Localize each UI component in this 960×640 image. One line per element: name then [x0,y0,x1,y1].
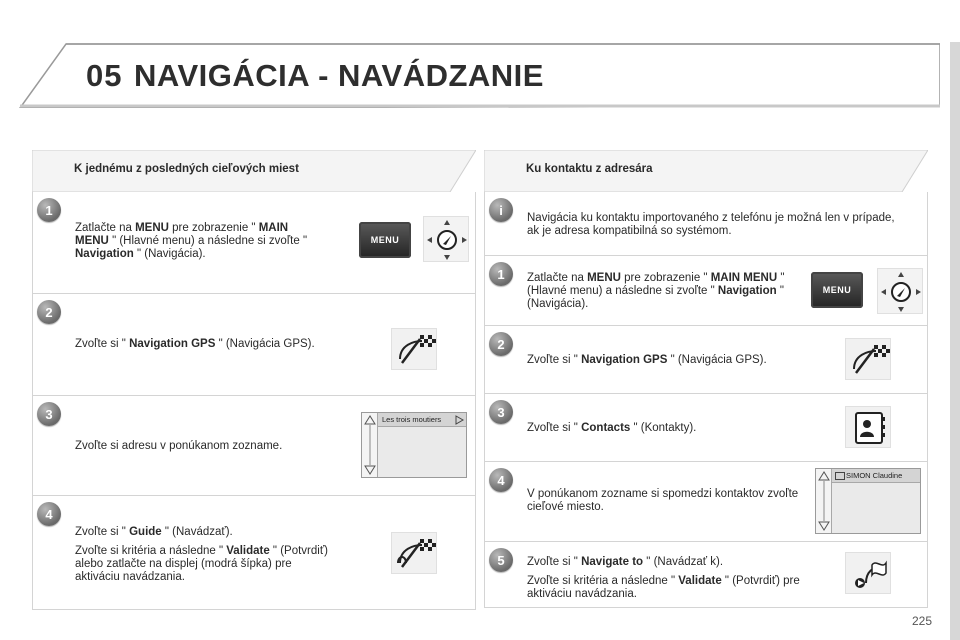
step-badge: 5 [489,548,513,572]
right-step-1 [484,256,928,326]
menu-button: MENU [811,272,863,308]
left-step-3 [32,396,476,496]
list-scrollbar [816,469,832,533]
step-badge: 2 [489,332,513,356]
left-step-4 [32,496,476,610]
step-badge: 2 [37,300,61,324]
menu-button: MENU [359,222,411,258]
contact-list-screen [815,468,921,534]
right-info [484,192,928,256]
left-step-2-text: Zvoľte si " Navigation GPS " (Navigácia GPS). [75,338,315,350]
right-section-header [484,150,928,192]
list-screen [361,412,467,478]
right-step-4 [484,462,928,542]
chapter-number: 05 [86,58,123,93]
right-step-2-text: Zvoľte si " Navigation GPS " (Navigácia GPS). [527,354,767,366]
step-badge: 1 [37,198,61,222]
left-step-2 [32,294,476,396]
right-step-3 [484,394,928,462]
contact-card-icon [835,472,845,480]
page-title: NAVIGÁCIA - NAVÁDZANIE [134,58,544,93]
contact-item-selected: SIMON Claudine [832,469,920,483]
right-column [484,150,928,608]
right-step-4-text: V ponúkanom zozname si spomedzi kontaktov zvoľte cieľové miesto. [527,488,799,513]
list-scrollbar [362,413,378,477]
step-badge: 4 [489,468,513,492]
navigation-gps-icon [391,328,437,370]
play-arrow-icon [454,415,464,425]
info-badge: i [489,198,513,222]
right-section-title: Ku kontaktu z adresára [526,163,653,175]
step-badge: 3 [37,402,61,426]
right-step-1-text: Zatlačte na MENU pre zobrazenie " MAIN MENU " (Hlavné menu) a následne si zvoľte " Navigation " (Navigácia). [527,272,785,310]
left-step-3-text: Zvoľte si adresu v ponúkanom zozname. [75,440,283,452]
guide-icon [391,532,437,574]
contacts-icon [845,406,891,448]
right-step-2 [484,326,928,394]
step-badge: 3 [489,400,513,424]
step-badge: 1 [489,262,513,286]
left-column [32,150,476,610]
navigation-gps-icon [845,338,891,380]
joystick-icon [877,268,923,314]
joystick-icon [423,216,469,262]
right-info-text: Navigácia ku kontaktu importovaného z telefónu je možná len v prípade, ak je adresa kompatibilná so systémom. [527,212,895,237]
left-section-header [32,150,476,192]
left-section-title: K jednému z posledných cieľových miest [74,163,299,175]
right-step-5 [484,542,928,608]
step-badge: 4 [37,502,61,526]
side-tab-strip [950,42,960,640]
list-item-selected: Les trois moutiers [378,413,466,427]
page-number: 225 [911,614,932,628]
left-step-1 [32,192,476,294]
navigate-to-icon [845,552,891,594]
right-step-3-text: Zvoľte si " Contacts " (Kontakty). [527,422,697,434]
right-step-5-text: Zvoľte si " Navigate to " (Navádzať k). Zvoľte si kritéria a následne " Validate " (Potvrdiť) pre aktiváciu navádzania. [527,556,800,600]
left-step-1-text: Zatlačte na MENU pre zobrazenie " MAIN MENU " (Hlavné menu) a následne si zvoľte " Navigation " (Navigácia). [75,222,308,260]
left-step-4-text: Zvoľte si " Guide " (Navádzať). Zvoľte si kritéria a následne " Validate " (Potvrdiť) alebo zatlačte na displej (modrá šípka) pre aktiváciu navádzania. [75,526,328,583]
